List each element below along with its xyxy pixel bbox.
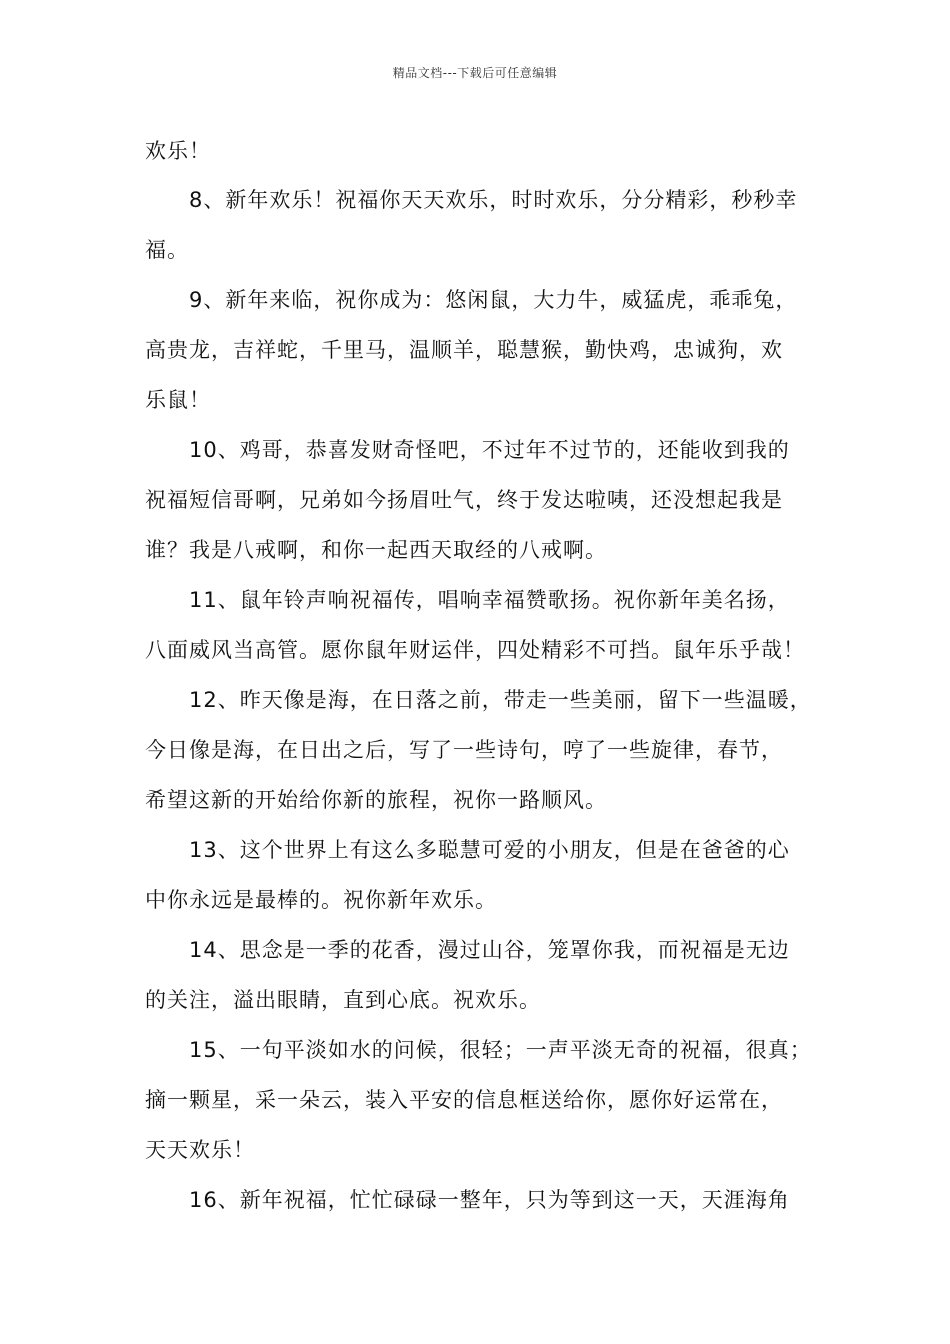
text-line: 祝福短信哥啊，兄弟如今扬眉吐气，终于发达啦咦，还没想起我是 — [145, 488, 783, 512]
text-line: 今日像是海，在日出之后，写了一些诗句，哼了一些旋律，春节， — [145, 738, 783, 762]
page-header: 精品文档---下载后可任意编辑 — [392, 66, 558, 80]
text-line: 谁？我是八戒啊，和你一起西天取经的八戒啊。 — [145, 538, 607, 562]
text-line: 14、思念是一季的花香，漫过山谷，笼罩你我，而祝福是无边 — [189, 938, 790, 962]
text-line: 天天欢乐！ — [145, 1138, 255, 1162]
text-line: 11、鼠年铃声响祝福传，唱响幸福赞歌扬。祝你新年美名扬， — [189, 588, 790, 612]
text-line: 欢乐！ — [145, 139, 211, 163]
text-line: 10、鸡哥，恭喜发财奇怪吧，不过年不过节的，还能收到我的 — [189, 438, 790, 462]
text-line: 摘一颗星，采一朵云，装入平安的信息框送给你，愿你好运常在， — [145, 1088, 783, 1112]
text-line: 中你永远是最棒的。祝你新年欢乐。 — [145, 888, 497, 912]
text-line: 乐鼠！ — [145, 388, 211, 412]
text-line: 希望这新的开始给你新的旅程，祝你一路顺风。 — [145, 788, 607, 812]
text-line: 15、一句平淡如水的问候，很轻；一声平淡无奇的祝福，很真； — [189, 1038, 812, 1062]
text-line: 8、新年欢乐！祝福你天天欢乐，时时欢乐，分分精彩，秒秒幸 — [189, 188, 798, 212]
text-line: 高贵龙，吉祥蛇，千里马，温顺羊，聪慧猴，勤快鸡，忠诚狗，欢 — [145, 338, 783, 362]
text-line: 12、昨天像是海，在日落之前，带走一些美丽，留下一些温暖， — [189, 688, 812, 712]
text-line: 八面威风当高管。愿你鼠年财运伴，四处精彩不可挡。鼠年乐乎哉！ — [145, 638, 805, 662]
text-line: 福。 — [145, 238, 189, 262]
text-line: 16、新年祝福，忙忙碌碌一整年，只为等到这一天，天涯海角 — [189, 1188, 790, 1212]
text-line: 的关注，溢出眼睛，直到心底。祝欢乐。 — [145, 988, 541, 1012]
text-line: 9、新年来临，祝你成为：悠闲鼠，大力牛，威猛虎，乖乖兔， — [189, 288, 798, 312]
text-line: 13、这个世界上有这么多聪慧可爱的小朋友，但是在爸爸的心 — [189, 838, 790, 862]
